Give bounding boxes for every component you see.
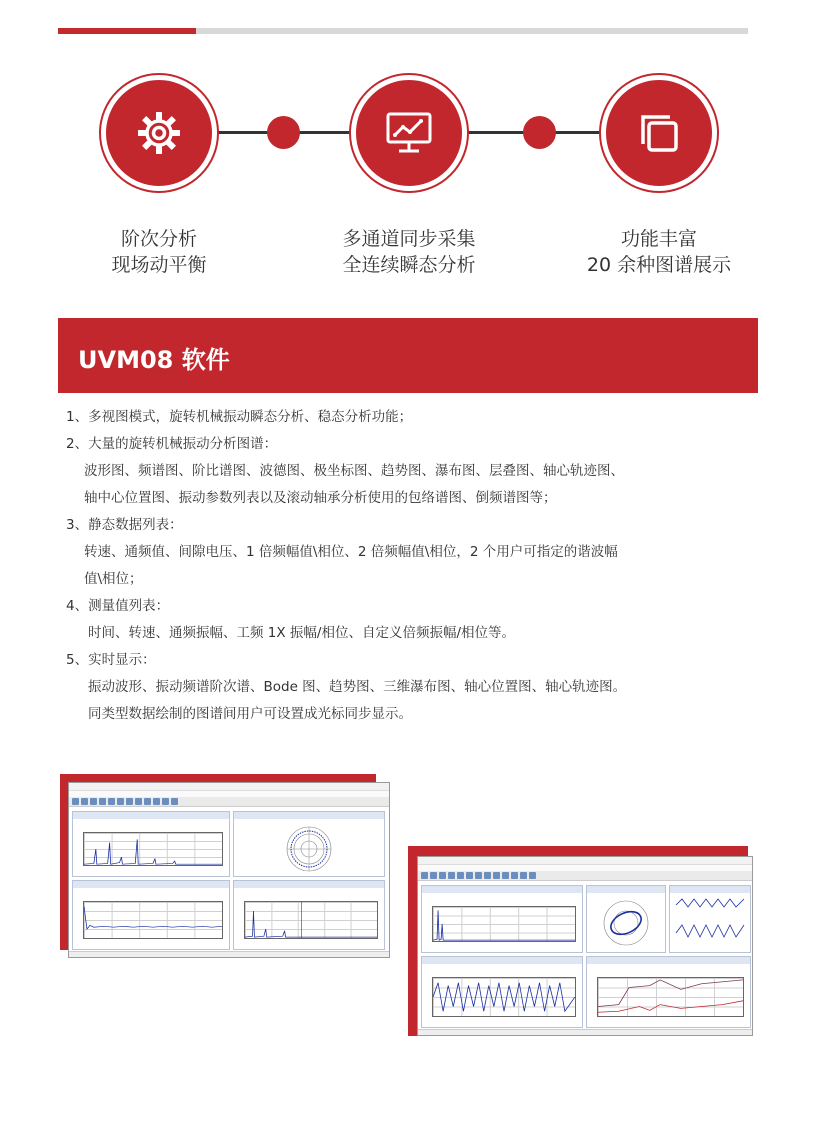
list-item: 振动波形、振动频谱阶次谱、Bode 图、趋势图、三维瀑布图、轴心位置图、轴心轨迹图。 bbox=[88, 679, 627, 695]
polar-plot bbox=[234, 819, 384, 875]
list-item: 5、实时显示： bbox=[66, 652, 156, 668]
plot-area bbox=[244, 901, 378, 939]
waveform-pane-xy bbox=[669, 885, 751, 953]
window-toolbar bbox=[69, 797, 389, 807]
feature-caption-line2: 全连续瞬态分析 bbox=[342, 254, 476, 276]
list-item: 轴中心位置图、振动参数列表以及滚动轴承分析使用的包络谱图、倒频谱图等； bbox=[84, 490, 557, 506]
waveform-trace bbox=[433, 978, 575, 1016]
feature-caption-line1: 多通道同步采集 bbox=[342, 228, 476, 250]
feature-circle-order-analysis bbox=[101, 75, 217, 191]
list-item: 时间、转速、通频振幅、工频 1X 振幅/相位、自定义倍频振幅/相位等。 bbox=[88, 625, 516, 641]
top-progress-bar bbox=[58, 28, 748, 34]
software-screenshot-right bbox=[417, 856, 753, 1036]
window-titlebar bbox=[418, 857, 752, 865]
plot-area bbox=[83, 832, 223, 866]
feature-caption-line1: 功能丰富 bbox=[620, 228, 697, 250]
spectrum-pane bbox=[72, 811, 230, 877]
feature-caption-multichannel bbox=[309, 226, 509, 278]
window-toolbar bbox=[418, 871, 752, 881]
window-statusbar bbox=[69, 951, 389, 957]
spectrum-pane bbox=[421, 885, 583, 953]
feature-circle-rich-functions bbox=[601, 75, 717, 191]
feature-caption-order-analysis bbox=[59, 226, 259, 278]
trend-traces bbox=[598, 978, 743, 1016]
software-screenshot-left bbox=[68, 782, 390, 958]
layers-icon bbox=[634, 108, 684, 158]
plot-area bbox=[83, 901, 223, 939]
list-item: 2、大量的旋转机械振动分析图谱： bbox=[66, 436, 278, 452]
list-item: 转速、通频值、间隙电压、1 倍频幅值\相位、2 倍频幅值\相位，2 个用户可指定的谐波幅 bbox=[84, 544, 618, 560]
spectrum-trace bbox=[433, 907, 575, 941]
connector-dot-2 bbox=[523, 116, 556, 149]
list-item: 3、静态数据列表： bbox=[66, 517, 183, 533]
gear-icon bbox=[134, 108, 184, 158]
list-item: 值\相位； bbox=[84, 571, 143, 587]
feature-caption-rich-functions bbox=[559, 226, 759, 278]
list-item: 1、多视图模式，旋转机械振动瞬态分析、稳态分析功能； bbox=[66, 409, 413, 425]
feature-caption-line1: 阶次分析 bbox=[120, 228, 197, 250]
section-banner bbox=[58, 318, 758, 393]
plot-area bbox=[597, 977, 744, 1017]
feature-caption-line2: 20 余种图谱展示 bbox=[586, 254, 732, 276]
waveform-xy-traces bbox=[670, 893, 750, 951]
waveform-trace bbox=[84, 902, 222, 938]
monitor-chart-icon bbox=[384, 108, 434, 158]
plot-area bbox=[432, 906, 576, 942]
spectrum-pane-2 bbox=[233, 880, 385, 950]
list-item: 波形图、频谱图、阶比谱图、波德图、极坐标图、趋势图、瀑布图、层叠图、轴心轨迹图、 bbox=[84, 463, 624, 479]
waveform-pane bbox=[421, 956, 583, 1028]
spectrum-trace bbox=[84, 833, 222, 865]
feature-circle-multichannel bbox=[351, 75, 467, 191]
orbit-pane bbox=[586, 885, 666, 953]
top-progress-fill bbox=[58, 28, 196, 34]
window-statusbar bbox=[418, 1029, 752, 1035]
feature-list bbox=[66, 404, 716, 728]
polar-pane bbox=[233, 811, 385, 877]
spectrum-trace bbox=[245, 902, 377, 938]
section-title: UVM08 软件 bbox=[78, 346, 230, 374]
plot-area bbox=[432, 977, 576, 1017]
list-item: 4、测量值列表： bbox=[66, 598, 170, 614]
connector-dot-1 bbox=[267, 116, 300, 149]
waveform-pane bbox=[72, 880, 230, 950]
orbit-plot bbox=[587, 893, 665, 951]
trend-pane bbox=[586, 956, 751, 1028]
window-titlebar bbox=[69, 783, 389, 791]
list-item: 同类型数据绘制的图谱间用户可设置成光标同步显示。 bbox=[88, 706, 412, 722]
feature-caption-line2: 现场动平衡 bbox=[111, 254, 207, 276]
